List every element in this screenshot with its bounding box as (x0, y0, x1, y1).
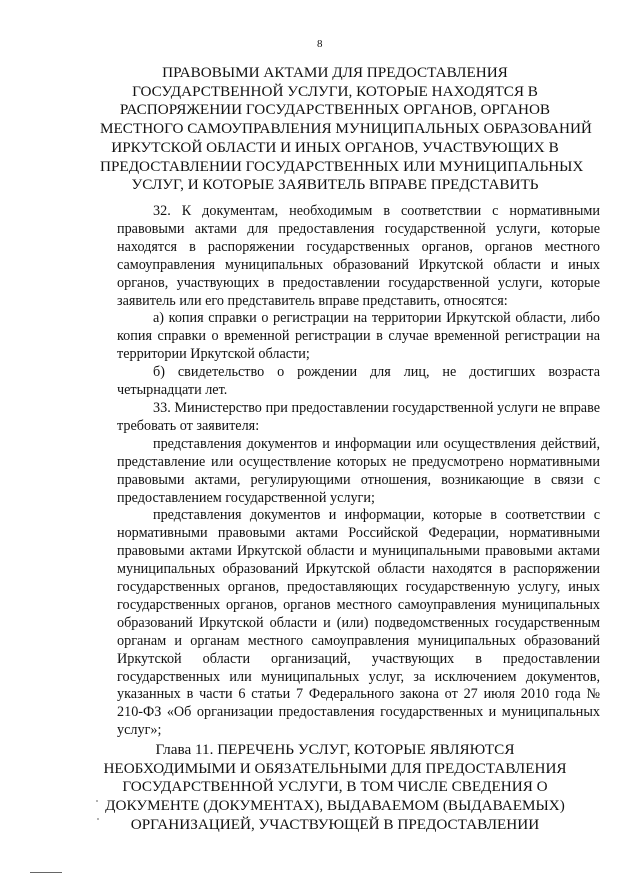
paragraph-32-a: а) копия справки о регистрации на территории Иркутской области, либо копия справки о временной регистрации в случае временной регистрации на территории Иркутской области; (117, 310, 600, 363)
chapter-heading-line: НЕОБХОДИМЫМИ И ОБЯЗАТЕЛЬНЫМИ ДЛЯ ПРЕДОСТАВЛЕНИЯ (103, 759, 567, 777)
paragraph-33: 33. Министерство при предоставлении государственной услуги не вправе требовать от заявителя: (117, 399, 600, 434)
heading-line: ИРКУТСКОЙ ОБЛАСТИ И ИНЫХ ОРГАНОВ, УЧАСТВУЮЩИХ В (111, 138, 559, 156)
scan-edge-mark (30, 872, 62, 873)
chapter-heading-line: ДОКУМЕНТЕ (ДОКУМЕНТАХ), ВЫДАВАЕМОМ (ВЫДАВАЕМЫХ) (105, 797, 565, 815)
heading-line: ПРАВОВЫМИ АКТАМИ ДЛЯ ПРЕДОСТАВЛЕНИЯ (162, 64, 508, 81)
chapter-heading-line: ГОСУДАРСТВЕННОЙ УСЛУГИ, В ТОМ ЧИСЛЕ СВЕДЕНИЯ О (122, 778, 548, 796)
chapter-heading-line: Глава 11. ПЕРЕЧЕНЬ УСЛУГ, КОТОРЫЕ ЯВЛЯЮТСЯ (155, 741, 515, 758)
heading-line: ГОСУДАРСТВЕННОЙ УСЛУГИ, КОТОРЫЕ НАХОДЯТСЯ В (132, 82, 538, 100)
chapter-heading-line: ОРГАНИЗАЦИЕЙ, УЧАСТВУЮЩЕЙ В ПРЕДОСТАВЛЕНИИ (130, 815, 540, 833)
heading-line: РАСПОРЯЖЕНИИ ГОСУДАРСТВЕННЫХ ОРГАНОВ, ОРГАНОВ (119, 101, 551, 119)
paragraph-33-item-2: представления документов и информации, которые в соответствии с нормативными правовыми актами Российской Федерации, нормативными правовыми актами Иркутской области и муниципальными правовыми актами муниципальных образований Иркутской области находятся в распоряжении государственных органов, предоставляющих государственную услугу, иных государственных органов, органов местного самоуправления муниципальных образований Иркутской области и (или) подведомственных государственным органам и органам местного самоуправления муниципальных образований Иркутской области организаций, участвующих в предоставлении государственных или муниципальных услуг, за исключением документов, указанных в части 6 статьи 7 Федерального закона от 27 июля 2010 года № 210-ФЗ «Об организации предоставления государственных и муниципальных услуг»; (117, 507, 600, 739)
section-heading (100, 64, 592, 195)
heading-line: ПРЕДОСТАВЛЕНИИ ГОСУДАРСТВЕННЫХ ИЛИ МУНИЦИПАЛЬНЫХ (100, 157, 584, 175)
heading-line: МЕСТНОГО САМОУПРАВЛЕНИЯ МУНИЦИПАЛЬНЫХ ОБРАЗОВАНИЙ (100, 120, 592, 138)
paragraph-32: 32. К документам, необходимым в соответствии с нормативными правовыми актами для предоставления государственной услуги, которые находятся в распоряжении государственных органов, органов местного самоуправления муниципальных образований Иркутской области и иных органов, участвующих в предоставлении государственной услуги, которые заявитель или его представитель вправе представить, относятся: (117, 203, 600, 309)
paragraph-33-item-1: представления документов и информации или осуществления действий, представление или осуществление которых не предусмотрено нормативными правовыми актами, регулирующими отношения, возникающие в связи с предоставлением государственной услуги; (117, 435, 600, 506)
chapter-heading (100, 741, 570, 835)
page-number: 8 (317, 38, 323, 50)
heading-line: УСЛУГ, И КОТОРЫЕ ЗАЯВИТЕЛЬ ВПРАВЕ ПРЕДСТАВИТЬ (131, 176, 539, 194)
scan-speck (96, 800, 98, 802)
scan-speck (97, 818, 99, 820)
document-body (117, 203, 600, 740)
paragraph-32-b: б) свидетельство о рождении для лиц, не достигших возраста четырнадцати лет. (117, 364, 600, 399)
